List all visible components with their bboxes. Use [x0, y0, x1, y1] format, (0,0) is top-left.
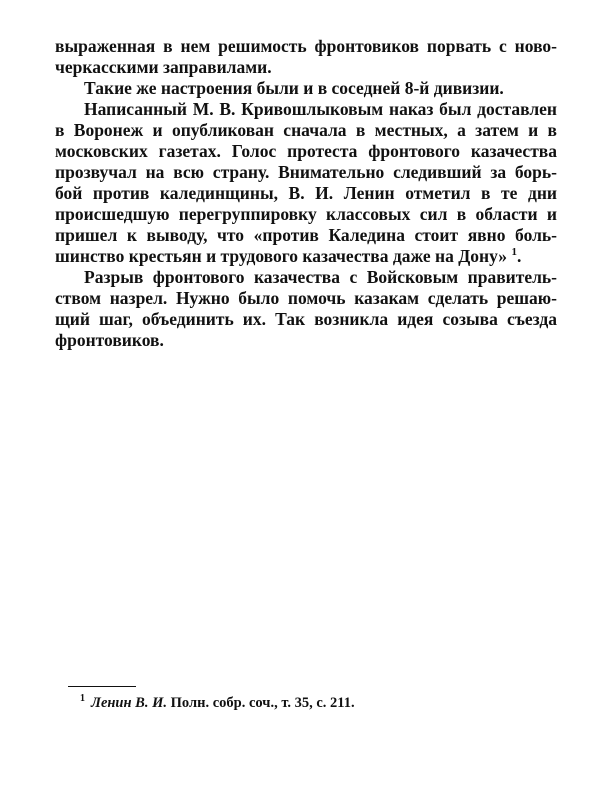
- text-line: Разрыв фронтового казачества с Войсковым правитель-: [84, 267, 557, 287]
- text-line: черкасскими заправилами.: [55, 57, 272, 77]
- text-line: Такие же настроения были и в соседней 8-й дивизии.: [84, 78, 504, 98]
- footnote-author: Ленин В. И.: [91, 695, 167, 711]
- text-line-content: шинство крестьян и трудового казачества даже на Дону»: [55, 246, 508, 266]
- text-line: щий шаг, объединить их. Так возникла идея созыва съезда: [55, 309, 557, 329]
- text-line: фронтовиков.: [55, 330, 164, 350]
- footnote-divider: [68, 686, 136, 687]
- line-end-punctuation: .: [516, 246, 522, 266]
- text-line: происшедшую перегруппировку классовых сил в области и: [55, 204, 557, 224]
- footnote-number: 1: [80, 693, 85, 705]
- main-text: [55, 36, 557, 351]
- text-line: пришел к выводу, что «против Каледина стоит явно боль-: [55, 225, 557, 245]
- footnote-reference[interactable]: 1: [511, 246, 517, 259]
- footnote-text: Полн. собр. соч., т. 35, с. 211.: [170, 695, 355, 711]
- text-line: Написанный М. В. Кривошлыковым наказ был доставлен: [84, 99, 557, 119]
- text-line-with-footnote: [55, 246, 557, 267]
- text-line: выраженная в нем решимость фронтовиков порвать с ново-: [55, 36, 557, 56]
- footnote: [80, 694, 355, 712]
- text-line: бой против калединщины, В. И. Ленин отметил в те дни: [55, 183, 557, 203]
- text-line: прозвучал на всю страну. Внимательно следивший за борь-: [55, 162, 557, 182]
- text-line: ством назрел. Нужно было помочь казакам сделать решаю-: [55, 288, 557, 308]
- text-line: московских газетах. Голос протеста фронтового казачества: [55, 141, 557, 161]
- text-line: в Воронеж и опубликован сначала в местных, а затем и в: [55, 120, 557, 140]
